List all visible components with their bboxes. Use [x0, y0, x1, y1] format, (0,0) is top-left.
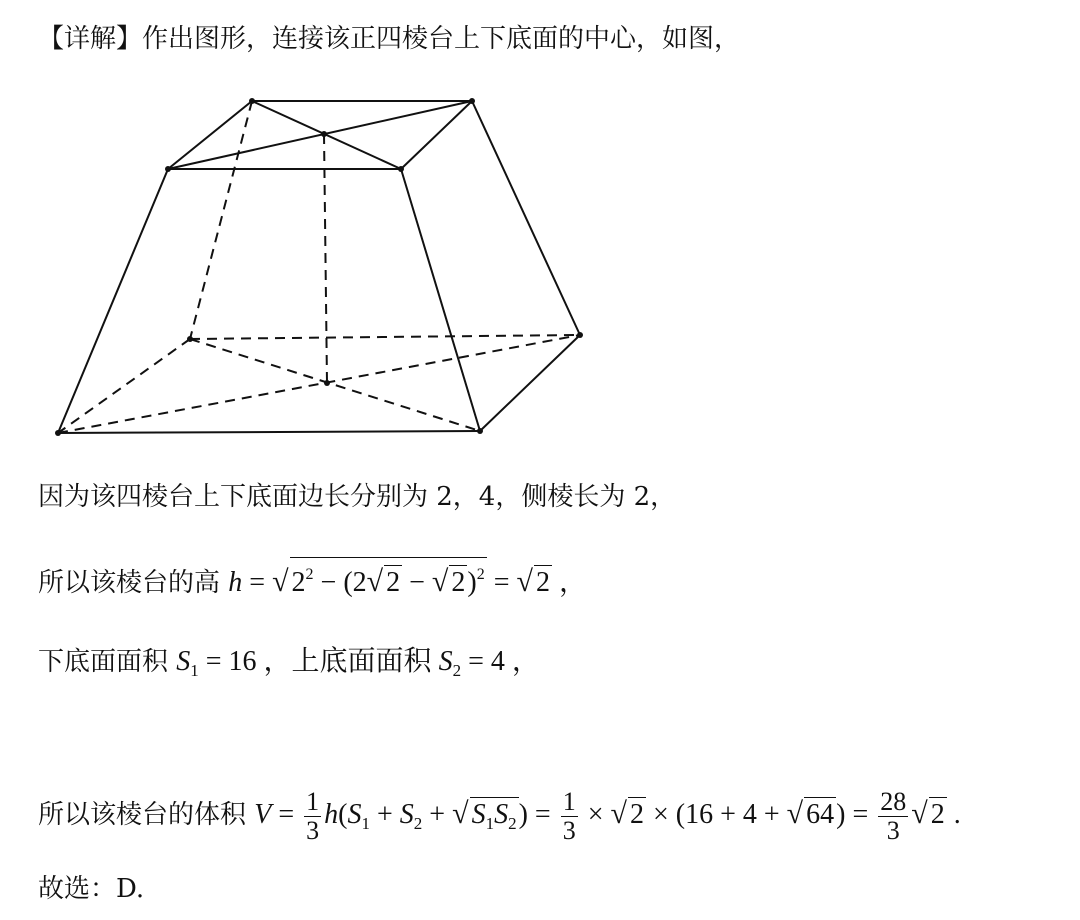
area-line: 下底面面积 $S_1 = 16$ ，上底面面积 $S_2 = 4$ ，	[38, 646, 540, 680]
heading-line	[38, 22, 740, 56]
bracket-open: 【	[38, 24, 65, 54]
volume-line: 所以该棱台的体积 V = $\frac{1}{3}$ $h(S_1 + S_2$ + √ $S_1S_2$) = $\frac{1}{3}$ × √ 2 × (16 + 4 + √ 64) = $\frac{28}{3}$ √ 2 .	[38, 787, 961, 845]
side-length-line: 因为该四棱台上下底面边长分别为 2，4，侧棱长为 2，	[38, 482, 677, 512]
heading-text: 作出图形，连接该正四棱台上下底面的中心，如图，	[142, 24, 741, 54]
heading-label: 详解	[64, 24, 117, 54]
answer-line: 故选：D.	[38, 874, 145, 904]
height-line: 所以该棱台的高 h = √ $2^2 - (2√$ 2 − √ 2)$^2$ = √ 2 ，	[38, 557, 587, 600]
bracket-close: 】	[116, 24, 143, 54]
